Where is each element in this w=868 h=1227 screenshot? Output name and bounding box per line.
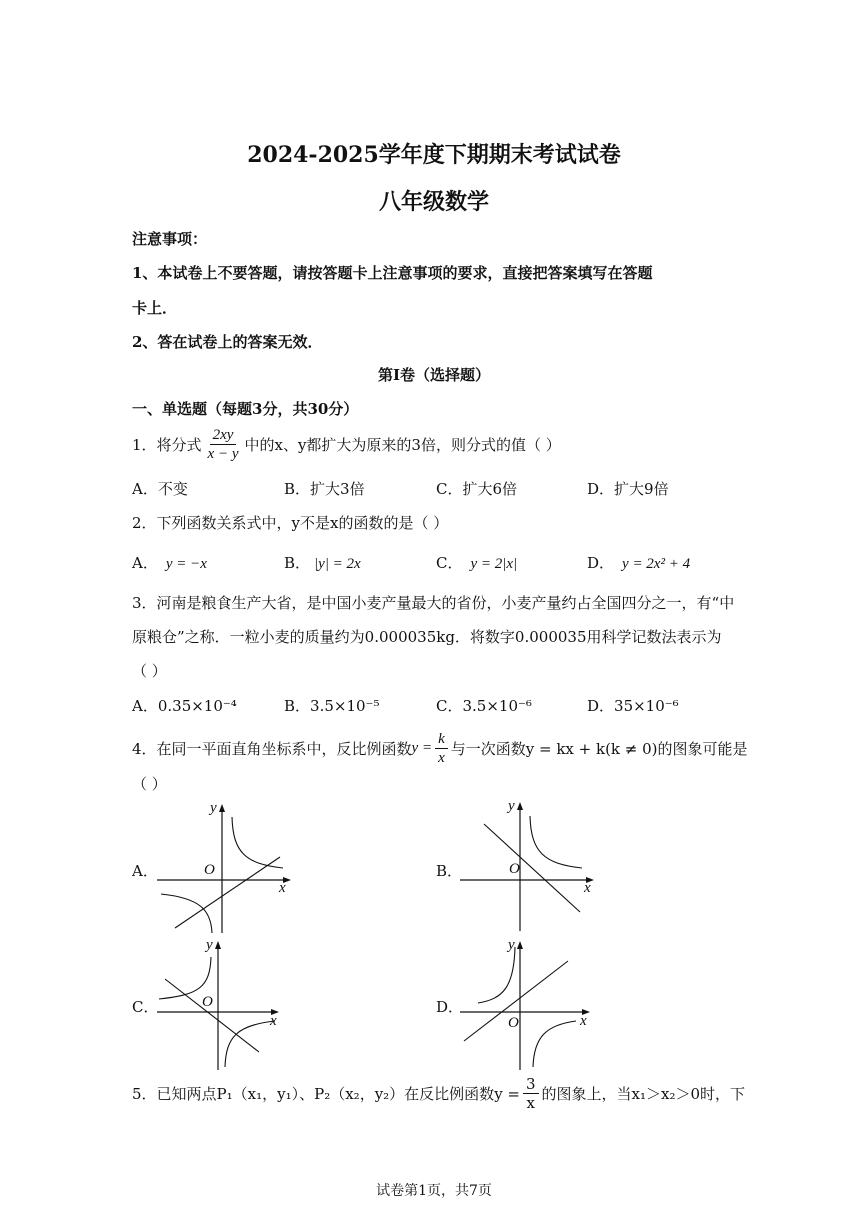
q2-c-label: C． (436, 554, 463, 572)
q1-option-b: B．扩大3倍 (284, 480, 365, 498)
q5-frac-num: 3 (523, 1075, 539, 1094)
notes-heading: 注意事项： (132, 230, 208, 248)
q4-frac-den: x (438, 750, 445, 766)
q4-graph-a-y-label: y (210, 800, 217, 816)
q5-fraction (523, 1075, 539, 1112)
q4-frac-num: k (435, 730, 448, 749)
q4-option-a-label: A． (132, 862, 158, 880)
q3-option-c: C．3.5×10⁻⁶ (436, 697, 532, 715)
q2-option-b (284, 552, 361, 573)
q3-option-a: A．0.35×10⁻⁴ (132, 697, 237, 715)
q4-graph-c-x-label: x (270, 1013, 277, 1029)
q4-graph-b-y-label: y (508, 798, 515, 814)
q2-b-label: B． (284, 554, 311, 572)
q2-option-a (132, 552, 207, 573)
q2-option-d (587, 552, 690, 573)
q1-frac-den: x − y (207, 446, 239, 462)
q5-frac-den: x (526, 1094, 535, 1112)
section-title: 一、单选题（每题3分，共30分） (132, 400, 359, 418)
q1-suffix: 中的x、y都扩大为原来的3倍，则分式的值（ ） (244, 436, 561, 454)
q5-prefix: 5．已知两点P₁（x₁，y₁）、P₂（x₂，y₂）在反比例函数 (132, 1085, 495, 1103)
q1-fraction (205, 426, 242, 463)
q1-option-a: A．不变 (132, 480, 188, 498)
q3-line-1: 3．河南是粮食生产大省，是中国小麦产量最大的省份，小麦产量约占全国四分之一，有“中 (132, 594, 735, 612)
q4-stem (132, 730, 748, 767)
q2-d-expr: y = 2x² + 4 (622, 556, 691, 572)
page-footer: 试卷第1页，共7页 (376, 1183, 492, 1199)
q1-frac-num: 2xy (210, 426, 237, 445)
q4-graph-a (155, 800, 295, 935)
q1-option-d: D．扩大9倍 (587, 480, 669, 498)
q4-suffix: 与一次函数y = kx + k(k ≠ 0)的图象可能是 (450, 740, 748, 758)
q4-y-eq: y = (411, 740, 433, 756)
q3-line-3: （ ） (132, 662, 167, 680)
q2-a-label: A． (132, 554, 158, 572)
note-item-1-cont: 卡上． (132, 299, 178, 317)
q2-d-label: D． (587, 554, 615, 572)
q4-graph-c (155, 937, 285, 1072)
q1-stem (132, 426, 561, 463)
q4-graph-c-origin: O (202, 994, 213, 1010)
q4-option-c-label: C． (132, 998, 159, 1016)
part-title: 第Ⅰ卷（选择题） (377, 366, 491, 384)
q5-y-eq: y = (494, 1084, 520, 1103)
q5-stem (132, 1075, 745, 1112)
q4-graph-d-origin: O (508, 1015, 519, 1031)
q4-graph-c-y-label: y (206, 937, 213, 953)
q4-graph-b (458, 798, 598, 933)
q2-b-expr: |y| = 2x (314, 556, 361, 572)
exam-title: 2024-2025学年度下期期末考试试卷 (247, 142, 621, 168)
q4-option-d-label: D． (436, 998, 464, 1016)
q4-graph-b-origin: O (509, 861, 520, 877)
q2-stem: 2．下列函数关系式中，y不是x的函数的是（ ） (132, 514, 449, 532)
note-item-1: 1、本试卷上不要答题，请按答题卡上注意事项的要求，直接把答案填写在答题 (132, 264, 653, 282)
q5-suffix: 的图象上，当x₁＞x₂＞0时，下 (541, 1085, 746, 1103)
q4-graph-a-x-label: x (279, 880, 286, 896)
q2-option-c (436, 552, 517, 573)
exam-subtitle: 八年级数学 (378, 189, 489, 215)
q2-c-expr: y = 2|x| (470, 556, 518, 572)
q3-option-b: B．3.5×10⁻⁵ (284, 697, 380, 715)
q4-graph-d (458, 937, 598, 1072)
q3-option-d: D．35×10⁻⁶ (587, 697, 679, 715)
q4-line-2: （ ） (132, 775, 167, 793)
q1-prefix: 1．将分式 (132, 436, 202, 454)
q3-line-2: 原粮仓”之称．一粒小麦的质量约为0.000035kg．将数字0.000035用科学记数法表示为 (132, 628, 722, 646)
q4-option-b-label: B． (436, 862, 463, 880)
q1-option-c: C．扩大6倍 (436, 480, 518, 498)
q4-graph-b-x-label: x (584, 880, 591, 896)
q4-graph-d-x-label: x (580, 1013, 587, 1029)
note-item-2: 2、答在试卷上的答案无效． (132, 333, 323, 351)
q4-fraction (435, 730, 448, 767)
q4-graph-a-origin: O (204, 862, 215, 878)
q2-a-expr: y = −x (165, 556, 207, 572)
q4-prefix: 4．在同一平面直角坐标系中，反比例函数 (132, 740, 412, 758)
q4-graph-d-y-label: y (508, 937, 515, 953)
